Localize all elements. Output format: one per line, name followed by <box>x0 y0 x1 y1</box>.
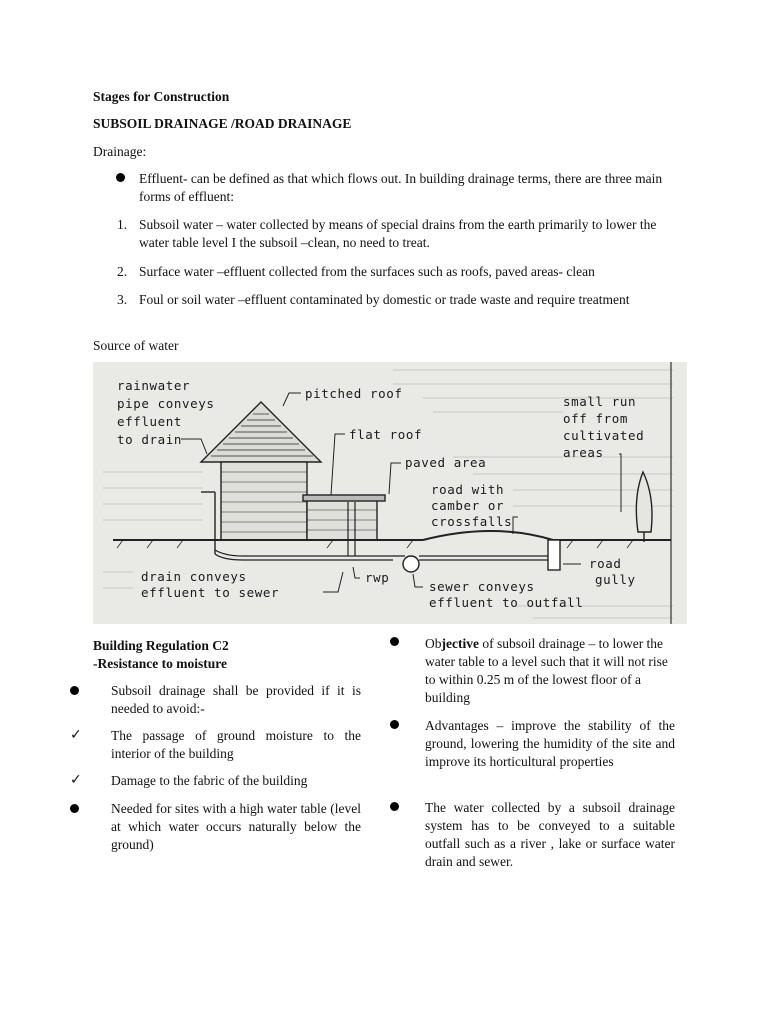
label-small-run: small run <box>563 394 637 409</box>
label-effluent-to-outfall: effluent to outfall <box>429 595 584 610</box>
objective-text: of subsoil drainage – to lower the water table to a level such that it will not rise to within 0.25 m of the lowest floor of a building <box>425 636 668 705</box>
bullet-dot-icon <box>70 686 79 695</box>
form-number: 3. <box>117 292 128 307</box>
label-areas: areas <box>563 445 604 460</box>
label-sewer-conveys: sewer conveys <box>429 579 535 594</box>
label-crossfalls: crossfalls <box>431 514 513 529</box>
objective-keyword: jective <box>441 636 479 651</box>
label-paved-area: paved area <box>405 455 487 470</box>
effluent-definition: Effluent- can be defined as that which flows out. In building drainage terms, there are three main forms of effluent: <box>139 171 663 204</box>
bullet-dot-icon <box>116 173 125 182</box>
label-gully: gully <box>595 572 636 587</box>
label-effluent: effluent <box>117 414 183 429</box>
section-heading: SUBSOIL DRAINAGE /ROAD DRAINAGE <box>93 116 352 131</box>
left-item-high-water-table: Needed for sites with a high water table (level at which water occurs naturally below the ground) <box>111 801 361 852</box>
label-to-drain: to drain <box>117 432 183 447</box>
label-rwp: rwp <box>365 570 390 585</box>
drainage-label: Drainage: <box>93 144 147 159</box>
left-item-fabric-damage: Damage to the fabric of the building <box>111 773 308 788</box>
left-item-ground-moisture: The passage of ground moisture to the interior of the building <box>111 728 361 761</box>
bullet-dot-icon <box>390 637 399 646</box>
label-camber-or: camber or <box>431 498 505 513</box>
bullet-dot-icon <box>390 720 399 729</box>
objective-paragraph <box>425 635 675 707</box>
regulation-heading: Building Regulation C2 <box>93 638 229 653</box>
advantages-paragraph: Advantages – improve the stability of the ground, lowering the humidity of the site and improve its horticultural properties <box>425 718 675 769</box>
objective-prefix: Ob <box>425 636 442 651</box>
form-subsoil-water: Subsoil water – water collected by means of special drains from the earth primarily to lower the water table level I the subsoil –clean, no need to treat. <box>139 217 657 250</box>
form-number: 1. <box>117 217 128 232</box>
form-surface-water: Surface water –effluent collected from the surfaces such as roofs, paved areas- clean <box>139 264 595 279</box>
form-foul-water: Foul or soil water –effluent contaminated by domestic or trade waste and require treatment <box>139 292 630 307</box>
outfall-paragraph: The water collected by a subsoil drainage system has to be conveyed to a suitable outfall such as a river , lake or surface water drain and sewer. <box>425 800 675 869</box>
page-title: Stages for Construction <box>93 89 230 104</box>
label-rainwater: rainwater <box>117 378 191 393</box>
label-effluent-to-sewer: effluent to sewer <box>141 585 280 600</box>
regulation-subheading: -Resistance to moisture <box>93 656 227 671</box>
bullet-dot-icon <box>70 804 79 813</box>
label-flat-roof: flat roof <box>349 427 423 442</box>
checkmark-icon: ✓ <box>70 772 82 788</box>
label-road: road <box>589 556 622 571</box>
label-pipe-conveys: pipe conveys <box>117 396 215 411</box>
label-cultivated: cultivated <box>563 428 645 443</box>
checkmark-icon: ✓ <box>70 727 82 743</box>
drainage-diagram <box>93 362 687 624</box>
source-of-water-label: Source of water <box>93 338 179 353</box>
label-road-with: road with <box>431 482 505 497</box>
form-number: 2. <box>117 264 128 279</box>
label-drain-conveys: drain conveys <box>141 569 247 584</box>
bullet-dot-icon <box>390 802 399 811</box>
left-item-provide: Subsoil drainage shall be provided if it is needed to avoid:- <box>111 683 361 716</box>
label-off-from: off from <box>563 411 629 426</box>
label-pitched-roof: pitched roof <box>305 386 403 401</box>
